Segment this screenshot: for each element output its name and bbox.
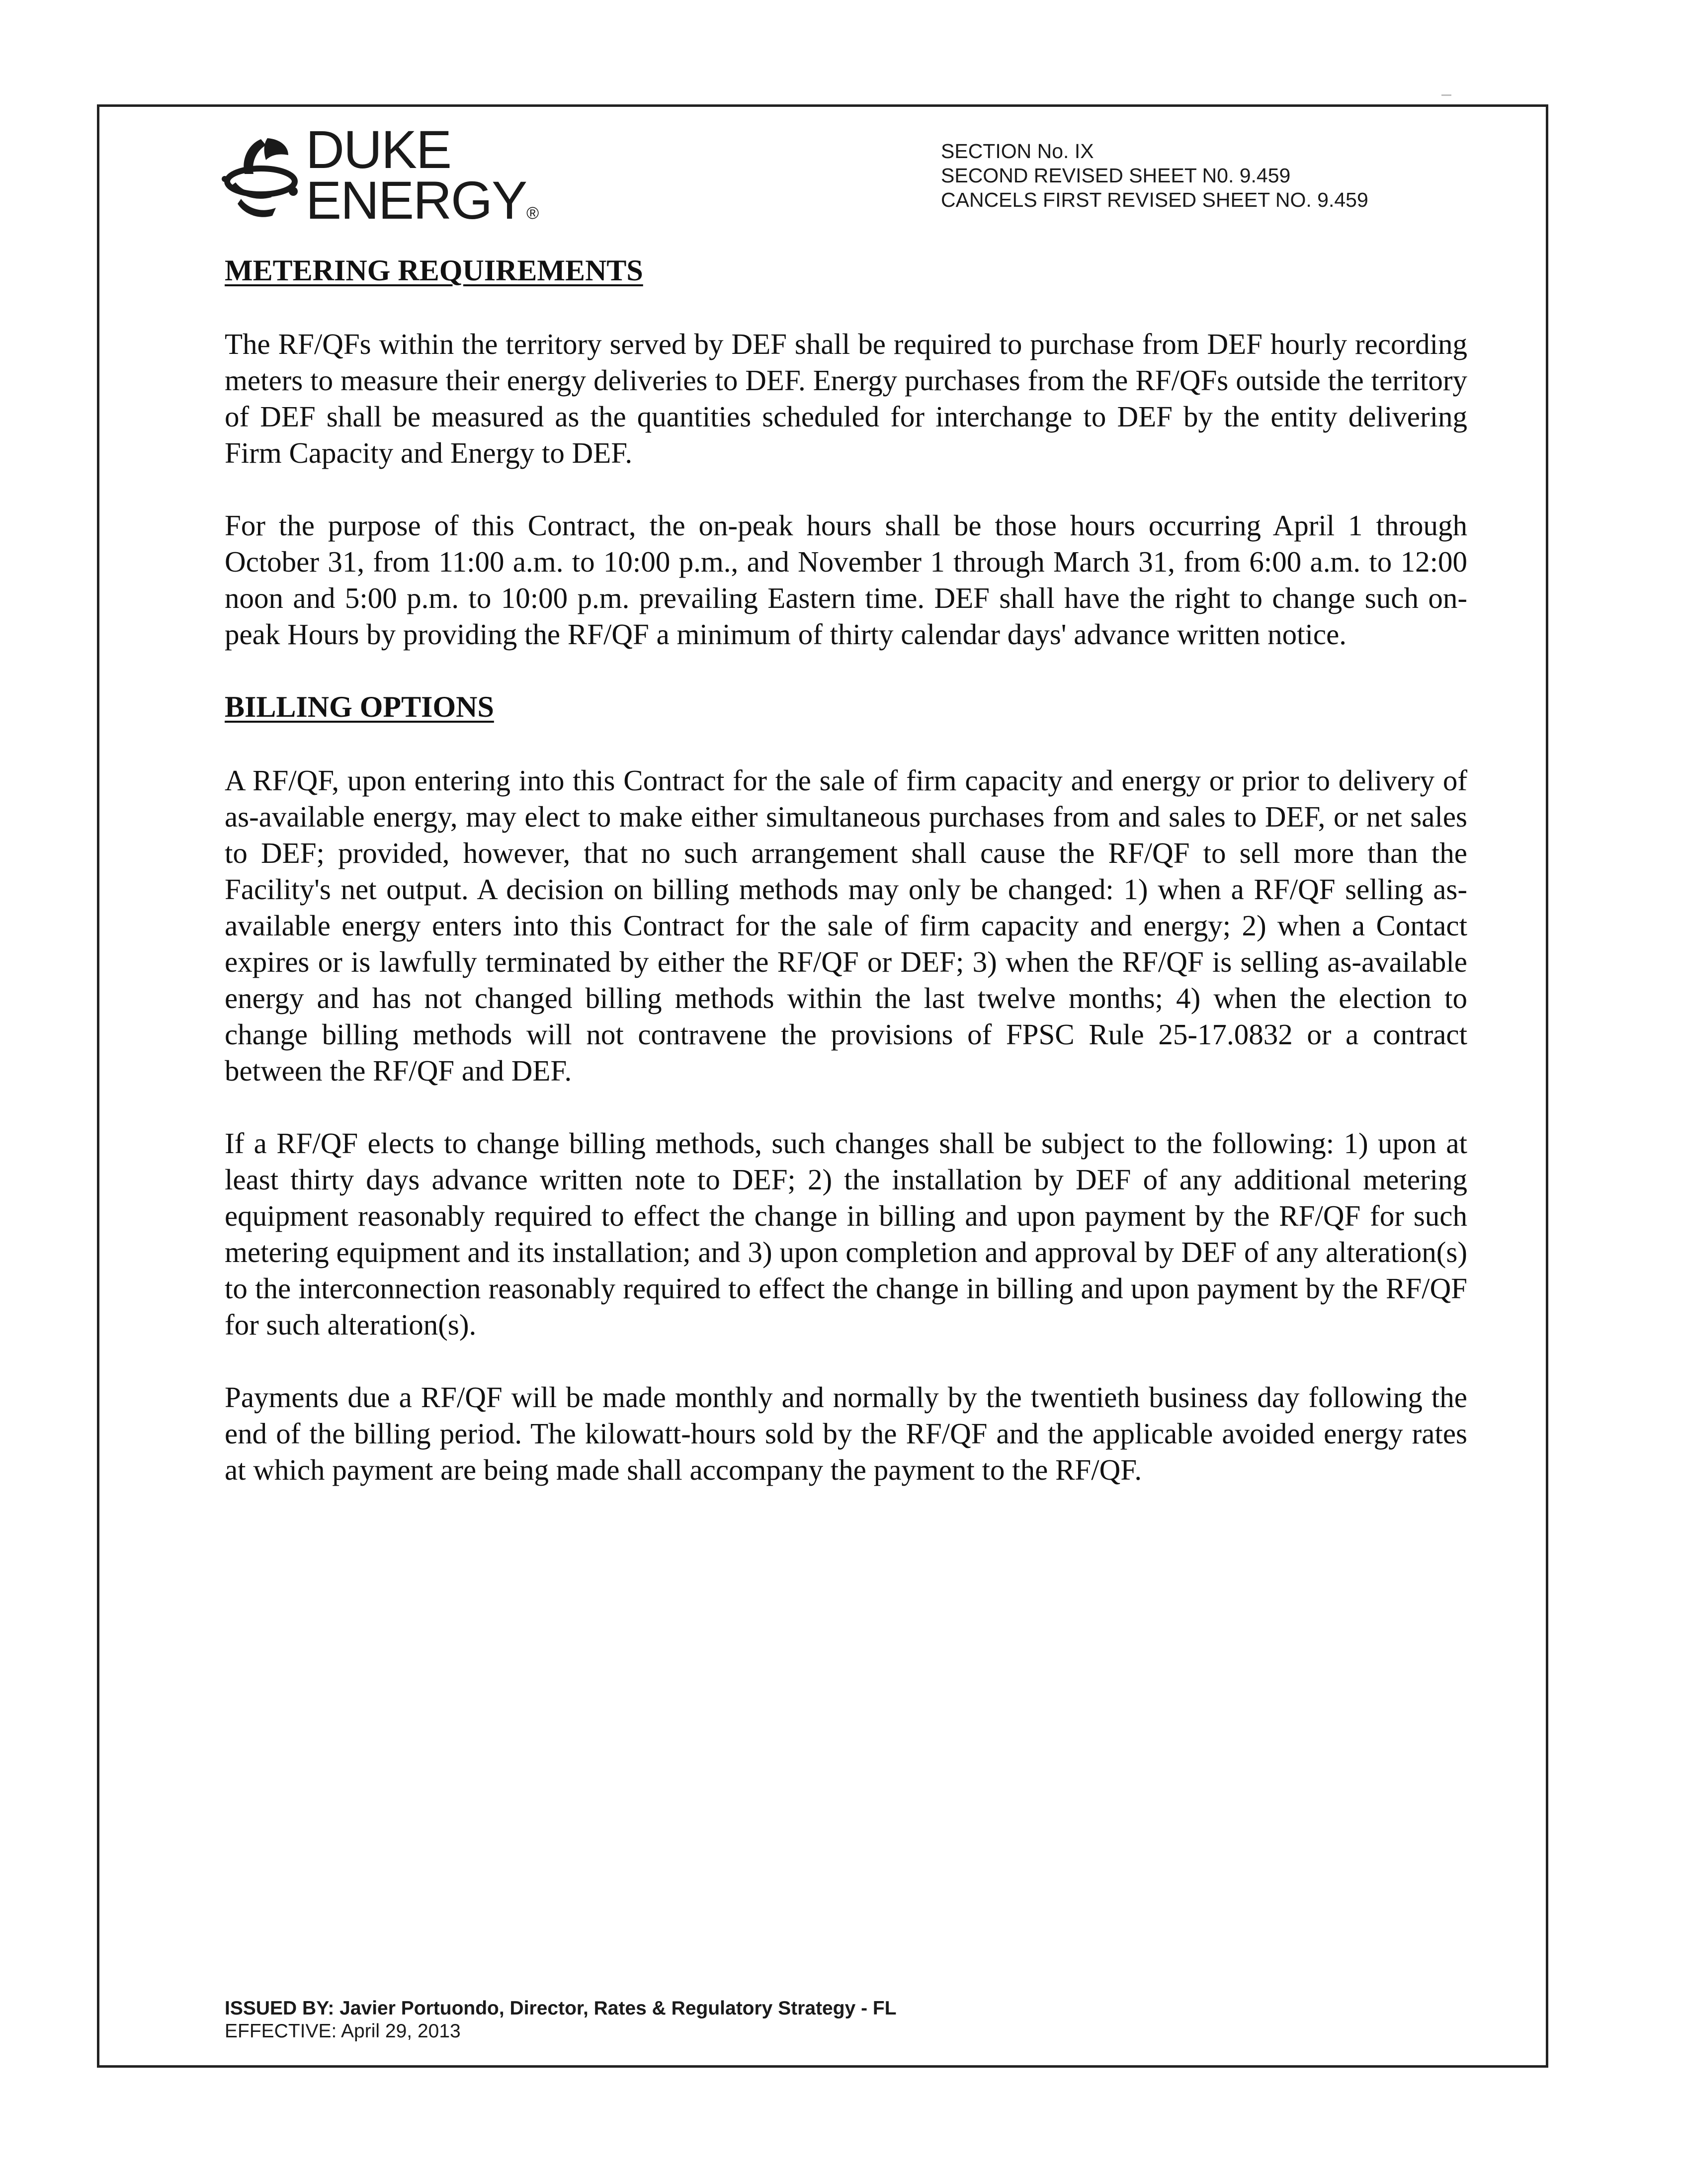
issuance-footer <box>225 1997 897 2043</box>
heading-billing-options: BILLING OPTIONS <box>225 690 494 723</box>
sheet-info <box>941 139 1368 212</box>
document-body <box>225 252 1467 1524</box>
registered-mark: ® <box>526 204 539 223</box>
heading-metering-requirements: METERING REQUIREMENTS <box>225 254 643 287</box>
paragraph-metering-2: For the purpose of this Contract, the on-peak hours shall be those hours occurring April 1 through October 31, from 11:00 a.m. to 10:00 p.m., and November 1 through March 31, from 6:00 a.m. to 12:00 noon and 5:00 p.m. to 10:00 p.m. prevailing Eastern time. DEF shall have the right to change such on-peak Hours by providing the RF/QF a minimum of thirty calendar days' advance written notice. <box>225 509 1467 651</box>
company-logo <box>214 119 539 230</box>
section-number: SECTION No. IX <box>941 140 1094 163</box>
scan-mark <box>1441 94 1451 96</box>
revised-sheet-number: SECOND REVISED SHEET N0. 9.459 <box>941 164 1291 187</box>
cancels-sheet-number: CANCELS FIRST REVISED SHEET NO. 9.459 <box>941 188 1368 211</box>
paragraph-billing-2: If a RF/QF elects to change billing methods, such changes shall be subject to the following: 1) upon at least thirty days advance written note to DEF; 2) the installation by DEF of any additional metering equipment reasonably required to effect the change in billing and upon payment by the RF/QF for such metering equipment and its installation; and 3) upon completion and approval by DEF of any alteration(s) to the interconnection reasonably required to effect the change in billing and upon payment by the RF/QF for such alteration(s). <box>225 1127 1467 1341</box>
logo-wordmark <box>306 119 539 239</box>
effective-label: EFFECTIVE: <box>225 2020 337 2042</box>
effective-date: April 29, 2013 <box>341 2020 461 2042</box>
paragraph-billing-3: Payments due a RF/QF will be made monthly and normally by the twentieth business day following the end of the billing period. The kilowatt-hours sold by the RF/QF and the applicable avoided energy rates at which payment are being made shall accompany the payment to the RF/QF. <box>225 1381 1467 1486</box>
duke-energy-emblem-icon <box>214 124 303 224</box>
issued-by-label: ISSUED BY: <box>225 1998 335 2019</box>
paragraph-billing-1: A RF/QF, upon entering into this Contract for the sale of firm capacity and energy or prior to delivery of as-available energy, may elect to make either simultaneous purchases from and sales to DEF, or net sales to DEF; provided, however, that no such arrangement shall cause the RF/QF to sell more than the Facility's net output. A decision on billing methods may only be changed: 1) when a RF/QF selling as-available energy enters into this Contract for the sale of firm capacity and energy; 2) when a Contact expires or is lawfully terminated by either the RF/QF or DEF; 3) when the RF/QF is selling as-available energy and has not changed billing methods within the last twelve months; 4) when the election to change billing methods will not contravene the provisions of FPSC Rule 25-17.0832 or a contract between the RF/QF and DEF. <box>225 764 1467 1087</box>
paragraph-metering-1: The RF/QFs within the territory served by DEF shall be required to purchase from DEF hourly recording meters to measure their energy deliveries to DEF. Energy purchases from the RF/QFs outside the territory of DEF shall be measured as the quantities scheduled for interchange to DEF by the entity delivering Firm Capacity and Energy to DEF. <box>225 328 1467 469</box>
issued-by-value: Javier Portuondo, Director, Rates & Regulatory Strategy - FL <box>339 1998 897 2019</box>
logo-line-duke: DUKE <box>306 119 451 179</box>
logo-line-energy: ENERGY <box>306 170 527 230</box>
